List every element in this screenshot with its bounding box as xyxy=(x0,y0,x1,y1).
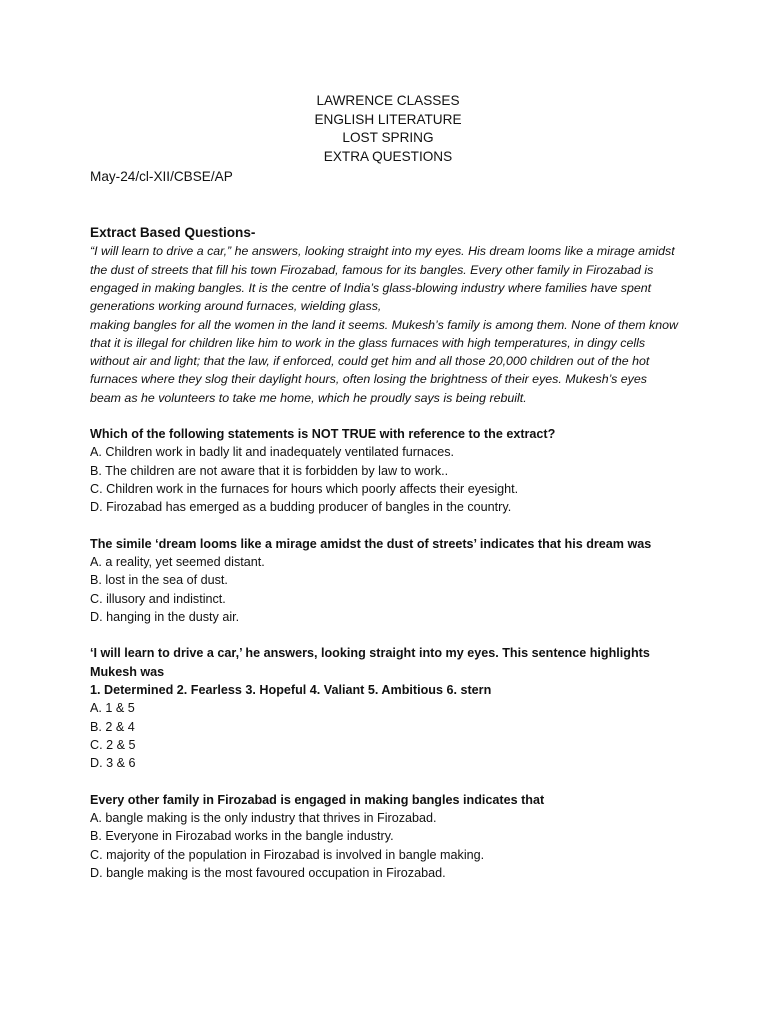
question-title: ‘I will learn to drive a car,’ he answers, looking straight into my eyes. This sentence highlights Mukesh was xyxy=(90,646,650,679)
question-title: Which of the following statements is NOT TRUE with reference to the extract? xyxy=(90,427,556,442)
option: D. bangle making is the most favoured occupation in Firozabad. xyxy=(90,865,446,880)
option: B. 2 & 4 xyxy=(90,719,135,734)
question-title: The simile ‘dream looms like a mirage amidst the dust of streets’ indicates that his dream was xyxy=(90,536,652,551)
question-block xyxy=(90,791,680,883)
extract-passage xyxy=(90,242,680,407)
chapter-title: LOST SPRING xyxy=(342,130,434,146)
option: B. lost in the sea of dust. xyxy=(90,573,228,588)
option: A. a reality, yet seemed distant. xyxy=(90,555,265,570)
question-title: Every other family in Firozabad is engaged in making bangles indicates that xyxy=(90,792,545,807)
institute-name: LAWRENCE CLASSES xyxy=(316,93,460,108)
extract-paragraph: “I will learn to drive a car,” he answers, looking straight into my eyes. His dream looms like a mirage amidst the dust of streets that fill his town Firozabad, famous for its bangles. Every other family in Firozabad is engaged in making bangles. It is the centre of India’s glass-blowing industry where families have spent generations working around furnaces, wielding glass, xyxy=(90,244,675,314)
option: D. 3 & 6 xyxy=(90,756,136,771)
option: D. hanging in the dusty air. xyxy=(90,609,240,624)
option: C. majority of the population in Firozabad is involved in bangle making. xyxy=(90,847,485,862)
option: A. 1 & 5 xyxy=(90,701,135,716)
option: A. bangle making is the only industry that thrives in Firozabad. xyxy=(90,811,437,826)
question-block xyxy=(90,644,680,772)
option: D. Firozabad has emerged as a budding producer of bangles in the country. xyxy=(90,500,512,515)
subject-name: ENGLISH LITERATURE xyxy=(314,111,462,127)
option: C. illusory and indistinct. xyxy=(90,591,226,606)
option: B. The children are not aware that it is forbidden by law to work.. xyxy=(90,463,449,478)
option: C. 2 & 5 xyxy=(90,738,136,753)
question-block xyxy=(90,535,680,627)
question-block xyxy=(90,425,680,517)
document-header xyxy=(96,92,680,166)
question-subtitle: 1. Determined 2. Fearless 3. Hopeful 4. Valiant 5. Ambitious 6. stern xyxy=(90,683,492,698)
option: C. Children work in the furnaces for hours which poorly affects their eyesight. xyxy=(90,482,519,497)
document-title: EXTRA QUESTIONS xyxy=(323,148,453,164)
option: B. Everyone in Firozabad works in the bangle industry. xyxy=(90,829,394,844)
section-title: Extract Based Questions- xyxy=(90,225,256,241)
extract-paragraph: making bangles for all the women in the land it seems. Mukesh’s family is among them. None of them know that it is illegal for children like him to work in the glass furnaces with high temperatures, in dingy cells without air and light; that the law, if enforced, could get him and all those 20,000 children out of the hot furnaces where they slog their daylight hours, often losing the brightness of their eyes. Mukesh’s eyes beam as he volunteers to take me home, which he proudly says is being rebuilt. xyxy=(90,317,678,405)
option: A. Children work in badly lit and inadequately ventilated furnaces. xyxy=(90,445,455,460)
reference-code: May-24/cl-XII/CBSE/AP xyxy=(90,169,233,185)
